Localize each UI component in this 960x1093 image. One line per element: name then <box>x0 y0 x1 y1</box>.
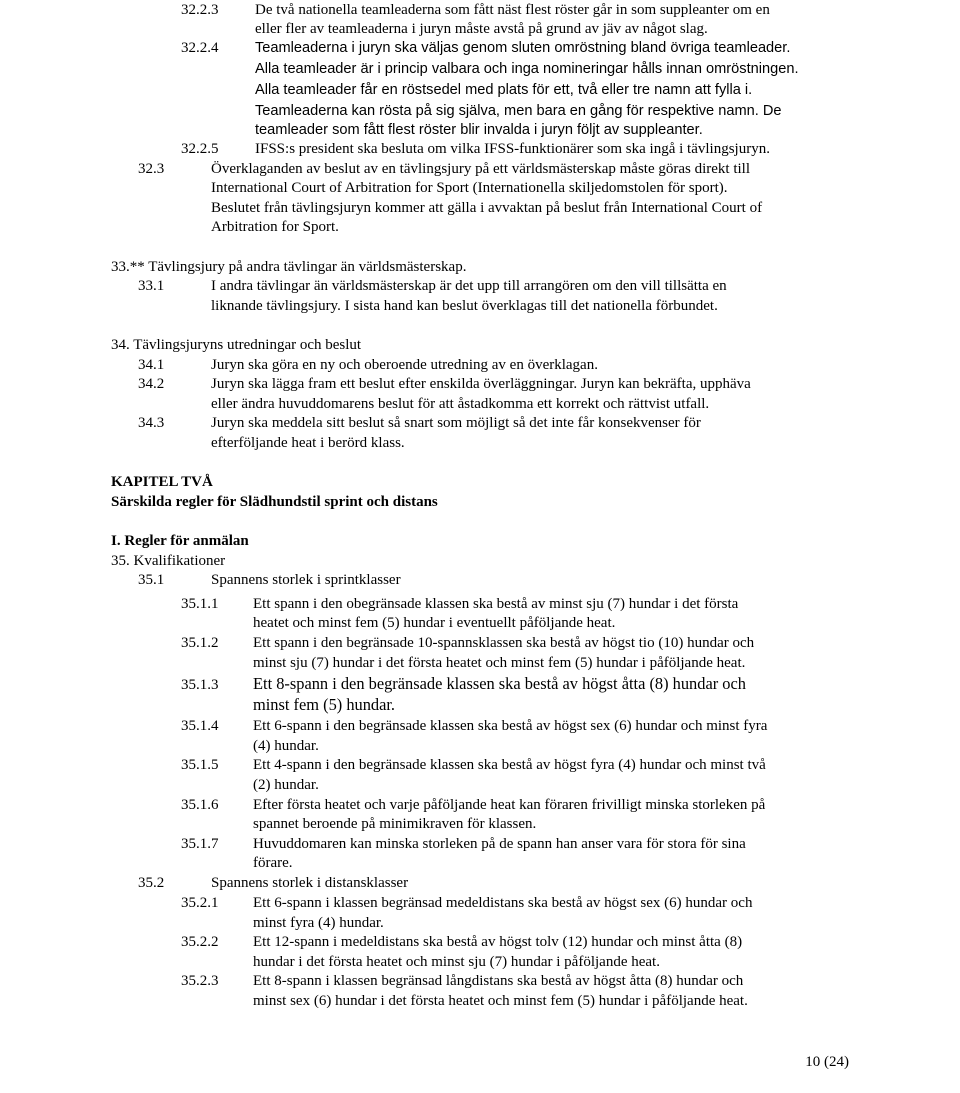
paragraph-line: Alla teamleader är i princip valbara och inga nomineringar hålls innan omröstningen. <box>255 61 799 77</box>
paragraph-line: International Court of Arbitration for Sport (Internationella skiljedomstolen för sport). <box>211 180 728 196</box>
chapter-title: KAPITEL TVÅ <box>111 474 213 490</box>
section-number: 34.2 <box>138 376 165 392</box>
section-number: 35.2.1 <box>181 895 219 911</box>
paragraph-line: Ett 12-spann i medeldistans ska bestå av högst tolv (12) hundar och minst åtta (8) <box>253 934 743 950</box>
paragraph-line: eller ändra huvuddomarens beslut för att åstadkomma ett korrekt och rättvist utfall. <box>211 396 710 412</box>
section-number: 35.2 <box>138 875 165 891</box>
paragraph-line: Juryn ska göra en ny och oberoende utredning av en överklagan. <box>211 357 598 373</box>
paragraph-line: (2) hundar. <box>253 777 319 793</box>
section-number: 32.2.5 <box>181 141 219 157</box>
paragraph-line: De två nationella teamleaderna som fått näst flest röster går in som suppleanter om en <box>255 2 770 18</box>
paragraph-line: (4) hundar. <box>253 738 319 754</box>
paragraph-line: Ett 6-spann i klassen begränsad medeldistans ska bestå av högst sex (6) hundar och <box>253 895 753 911</box>
section-number: 35.1 <box>138 572 165 588</box>
paragraph-line: Alla teamleader får en röstsedel med plats för ett, två eller tre namn att fylla i. <box>255 82 753 98</box>
paragraph-line: Ett 8-spann i den begränsade klassen ska bestå av högst åtta (8) hundar och <box>253 674 746 693</box>
section-number: 33.1 <box>138 278 165 294</box>
section-number: 32.2.3 <box>181 2 219 18</box>
section-heading: 34. Tävlingsjuryns utredningar och beslut <box>111 337 362 353</box>
section-number: 32.2.4 <box>181 40 219 56</box>
paragraph-line: Beslutet från tävlingsjuryn kommer att gälla i avvaktan på beslut från International Court of <box>211 200 763 216</box>
paragraph-line: Ett 6-spann i den begränsade klassen ska bestå av högst sex (6) hundar och minst fyra <box>253 718 768 734</box>
paragraph-line: Juryn ska lägga fram ett beslut efter enskilda överläggningar. Juryn kan bekräfta, upphäva <box>211 376 751 392</box>
section-number: 35.2.2 <box>181 934 219 950</box>
paragraph-line: Huvuddomaren kan minska storleken på de spann han anser vara för stora för sina <box>253 836 746 852</box>
paragraph-line: minst sju (7) hundar i det första heatet och minst fem (5) hundar i påföljande heat. <box>253 655 746 671</box>
paragraph-line: Ett 4-spann i den begränsade klassen ska bestå av högst fyra (4) hundar och minst två <box>253 757 766 773</box>
paragraph-line: Arbitration for Sport. <box>211 219 339 235</box>
paragraph-line: minst fem (5) hundar. <box>253 695 396 714</box>
section-number: 35.2.3 <box>181 973 219 989</box>
paragraph-line: Ett spann i den begränsade 10-spannsklassen ska bestå av högst tio (10) hundar och <box>253 635 755 651</box>
paragraph-line: spannet beroende på minimikraven för klassen. <box>253 816 537 832</box>
paragraph-line: Ett spann i den obegränsade klassen ska bestå av minst sju (7) hundar i det första <box>253 596 739 612</box>
paragraph-line: Spannens storlek i distansklasser <box>211 875 409 891</box>
section-number: 32.3 <box>138 161 165 177</box>
paragraph-line: hundar i det första heatet och minst sju (7) hundar i påföljande heat. <box>253 954 660 970</box>
section-number: 35.1.5 <box>181 757 219 773</box>
paragraph-line: förare. <box>253 855 293 871</box>
section-number: 35.1.6 <box>181 797 219 813</box>
chapter-subtitle: Särskilda regler för Slädhundstil sprint och distans <box>111 494 438 510</box>
paragraph-line: efterföljande heat i berörd klass. <box>211 435 405 451</box>
section-number: 35.1.3 <box>181 677 219 693</box>
section-number: 35.1.1 <box>181 596 219 612</box>
paragraph-line: Spannens storlek i sprintklasser <box>211 572 401 588</box>
paragraph-line: teamleader som fått flest röster blir invalda i juryn följt av suppleanter. <box>255 122 703 138</box>
section-number: 34.3 <box>138 415 165 431</box>
paragraph-line: Teamleaderna kan rösta på sig själva, men bara en gång för respektive namn. De <box>255 103 782 119</box>
paragraph-line: minst sex (6) hundar i det första heatet och minst fem (5) hundar i påföljande heat. <box>253 993 748 1009</box>
paragraph-line: Teamleaderna i juryn ska väljas genom sluten omröstning bland övriga teamleader. <box>255 40 791 56</box>
page-number: 10 (24) <box>805 1054 849 1070</box>
section-number: 35.1.7 <box>181 836 219 852</box>
part-heading: I. Regler för anmälan <box>111 533 249 549</box>
paragraph-line: heatet och minst fem (5) hundar i eventuellt påföljande heat. <box>253 615 616 631</box>
section-number: 35.1.4 <box>181 718 219 734</box>
section-number: 34.1 <box>138 357 165 373</box>
paragraph-line: eller fler av teamleaderna i juryn måste avstå på grund av jäv av något slag. <box>255 21 708 37</box>
paragraph-line: Överklaganden av beslut av en tävlingsjury på ett världsmästerskap måste göras direkt till <box>211 161 751 177</box>
paragraph-line: I andra tävlingar än världsmästerskap är det upp till arrangören om den vill tillsätta en <box>211 278 727 294</box>
paragraph-line: Ett 8-spann i klassen begränsad långdistans ska bestå av högst åtta (8) hundar och <box>253 973 744 989</box>
paragraph-line: liknande tävlingsjury. I sista hand kan beslut överklagas till det nationella förbundet. <box>211 298 718 314</box>
paragraph-line: minst fyra (4) hundar. <box>253 915 384 931</box>
paragraph-line: Efter första heatet och varje påföljande heat kan föraren frivilligt minska storleken på <box>253 797 766 813</box>
section-heading: 33.** Tävlingsjury på andra tävlingar än världsmästerskap. <box>111 259 467 275</box>
section-heading: 35. Kvalifikationer <box>111 553 226 569</box>
section-number: 35.1.2 <box>181 635 219 651</box>
paragraph-line: Juryn ska meddela sitt beslut så snart som möjligt så det inte får konsekvenser för <box>211 415 701 431</box>
paragraph-line: IFSS:s president ska besluta om vilka IFSS-funktionärer som ska ingå i tävlingsjuryn. <box>255 141 770 157</box>
